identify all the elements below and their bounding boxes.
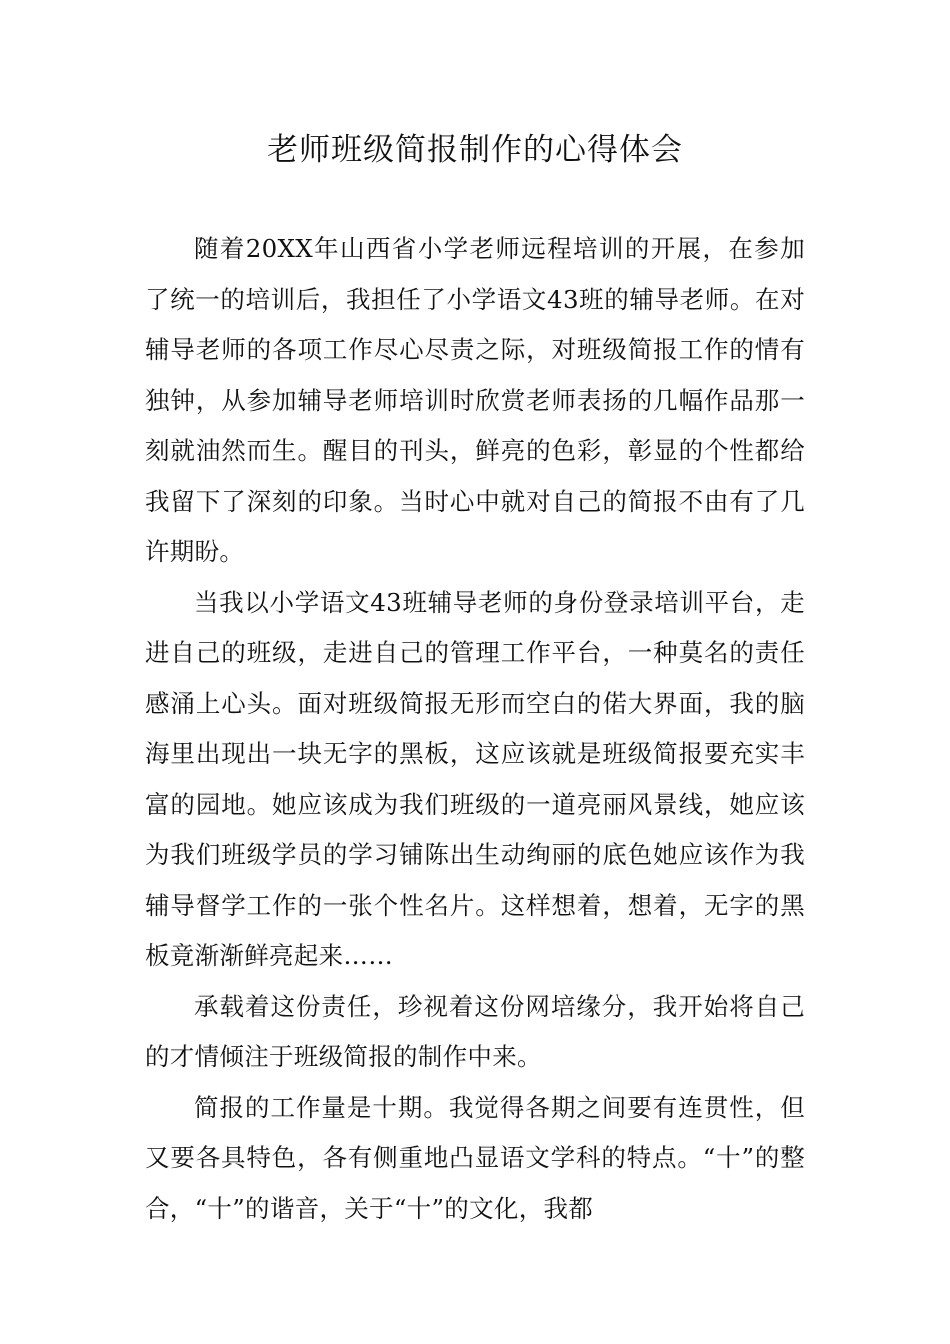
paragraph-1: 随着20XX年山西省小学老师远程培训的开展，在参加了统一的培训后，我担任了小学语文43班的辅导老师。在对辅导老师的各项工作尽心尽责之际，对班级简报工作的情有独钟，从参加辅导老师培训时欣赏老师表扬的几幅作品那一刻就油然而生。醒目的刊头，鲜亮的色彩，彰显的个性都给我留下了深刻的印象。当时心中就对自己的简报不由有了几许期盼。 bbox=[145, 234, 805, 566]
document-title: 老师班级简报制作的心得体会 bbox=[267, 132, 683, 168]
paragraph-2: 当我以小学语文43班辅导老师的身份登录培训平台，走进自己的班级，走进自己的管理工作平台，一种莫名的责任感涌上心头。面对班级简报无形而空白的偌大界面，我的脑海里出现出一块无字的黑板，这应该就是班级简报要充实丰富的园地。她应该成为我们班级的一道亮丽风景线，她应该为我们班级学员的学习铺陈出生动绚丽的底色她应该作为我辅导督学工作的一张个性名片。这样想着，想着，无字的黑板竟渐渐鲜亮起来…… bbox=[145, 587, 805, 970]
paragraph-4: 简报的工作量是十期。我觉得各期之间要有连贯性，但又要各具特色，各有侧重地凸显语文学科的特点。“十”的整合，“十”的谐音，关于“十”的文化，我都 bbox=[145, 1092, 805, 1223]
paragraph-3: 承载着这份责任，珍视着这份网培缘分，我开始将自己的才情倾注于班级简报的制作中来。 bbox=[145, 991, 805, 1071]
document-body bbox=[145, 224, 805, 1234]
